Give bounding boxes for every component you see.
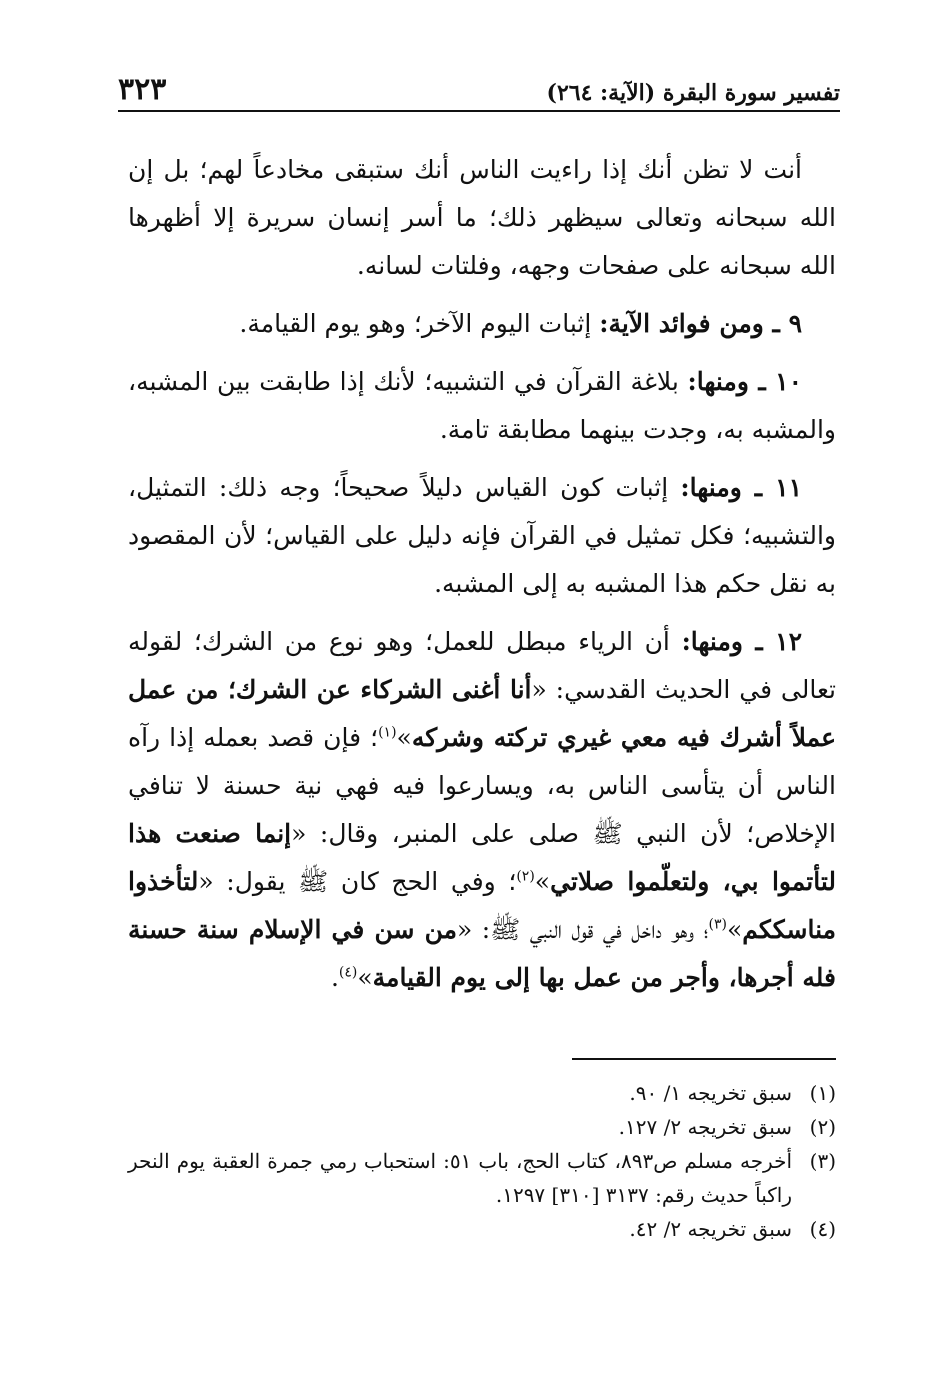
paragraph-text: أنت لا تظن أنك إذا راءيت الناس أنك ستبقى مخادعاً لهم؛ بل إن الله سبحانه وتعالى سيظهر ذلك؛ ما أسر إنسان سريرة إلا أظهرها الله سبحانه على صفحات وجهه، وفلتات لسانه. (128, 155, 836, 280)
footnote-ref-1[interactable]: (١) (378, 724, 397, 741)
quote-close: » (726, 915, 743, 944)
paragraph-text: ؛ وفي الحج كان ﷺ يقول: « (198, 867, 517, 896)
paragraph-text: بلاغة القرآن في التشبيه؛ لأنك إذا طابقت بين المشبه، والمشبه به، وجدت بينهما مطابقة تامة. (128, 367, 836, 444)
paragraph-benefit-11 (128, 464, 836, 608)
benefit-label: ٩ ـ ومن فوائد الآية: (599, 309, 802, 338)
main-text (128, 146, 836, 1012)
footnote-1 (128, 1076, 836, 1110)
footnote-text: سبق تخريجه ٢/ ٤٢. (629, 1217, 792, 1241)
quote-close: » (534, 867, 551, 896)
hadith-quote: إنما صنعت هذا لتأتموا بي، ولتعلّموا صلاتي (128, 819, 836, 896)
footnote-number: (١) (809, 1081, 836, 1105)
footnote-ref-2[interactable]: (٢) (516, 868, 535, 885)
footnote-ref-3[interactable]: (٣) (708, 916, 727, 933)
paragraph-benefit-9 (128, 300, 836, 348)
running-header (118, 70, 840, 112)
paragraph-benefit-10 (128, 358, 836, 454)
quote-close: » (396, 723, 412, 752)
paragraph-benefit-12 (128, 618, 836, 1002)
paragraph-text: إثبات كون القياس دليلاً صحيحاً؛ وجه ذلك: التمثيل، والتشبيه؛ فكل تمثيل في القرآن فإنه دليل على القياس؛ لأن المقصود به نقل حكم هذا المشبه به إلى المشبه. (128, 473, 836, 598)
footnote-number: (٤) (809, 1217, 836, 1241)
running-title: تفسير سورة البقرة (الآية: ٢٦٤) (546, 80, 840, 106)
footnote-number: (٣) (809, 1149, 836, 1173)
footnote-text: أخرجه مسلم ص٨٩٣، كتاب الحج، باب ٥١: استحباب رمي جمرة العقبة يوم النحر راكباً حديث رقم: ٣١٣٧ [٣١٠] ١٢٩٧. (128, 1149, 793, 1207)
paragraph-text: . (330, 963, 339, 992)
benefit-label: ١١ ـ ومنها: (680, 473, 803, 502)
footnote-ref-4[interactable]: (٤) (338, 964, 358, 981)
paragraph-text: ؛ فإن قصد بعمله إذا رآه الناس أن يتأسى الناس به، ويسارعوا فيه فهي نية حسنة لا تنافي الإخلاص؛ لأن النبي ﷺ صلى على المنبر، وقال: « (128, 723, 837, 848)
page-number: ٣٢٣ (118, 72, 167, 107)
footnote-text: سبق تخريجه ٢/ ١٢٧. (618, 1115, 792, 1139)
hadith-quote: من سن في الإسلام سنة حسنة فله أجرها، وأجر من عمل بها إلى يوم القيامة (128, 915, 836, 992)
footnote-number: (٢) (809, 1115, 836, 1139)
benefit-label: ١٢ ـ ومنها: (681, 627, 802, 656)
hadith-quote: لتأخذوا مناسككم (128, 867, 836, 944)
footnote-4 (128, 1212, 836, 1246)
paragraph-text: ؛ وهو داخل في قول النبي ﷺ: « (457, 915, 709, 944)
hadith-quote: أنا أغنى الشركاء عن الشرك؛ من عمل عملاً أشرك فيه معي غيري تركته وشركه (128, 675, 836, 752)
quote-close: » (357, 963, 373, 992)
footnotes (128, 1076, 836, 1246)
paragraph-1 (128, 146, 836, 290)
paragraph-text: إثبات اليوم الآخر؛ وهو يوم القيامة. (239, 309, 600, 338)
footnote-text: سبق تخريجه ١/ ٩٠. (629, 1081, 792, 1105)
footnote-divider (572, 1058, 836, 1060)
footnote-3 (128, 1144, 836, 1212)
paragraph-text: أن الرياء مبطل للعمل؛ وهو نوع من الشرك؛ لقوله تعالى في الحديث القدسي: « (128, 627, 836, 704)
benefit-label: ١٠ ـ ومنها: (687, 367, 803, 396)
footnote-2 (128, 1110, 836, 1144)
